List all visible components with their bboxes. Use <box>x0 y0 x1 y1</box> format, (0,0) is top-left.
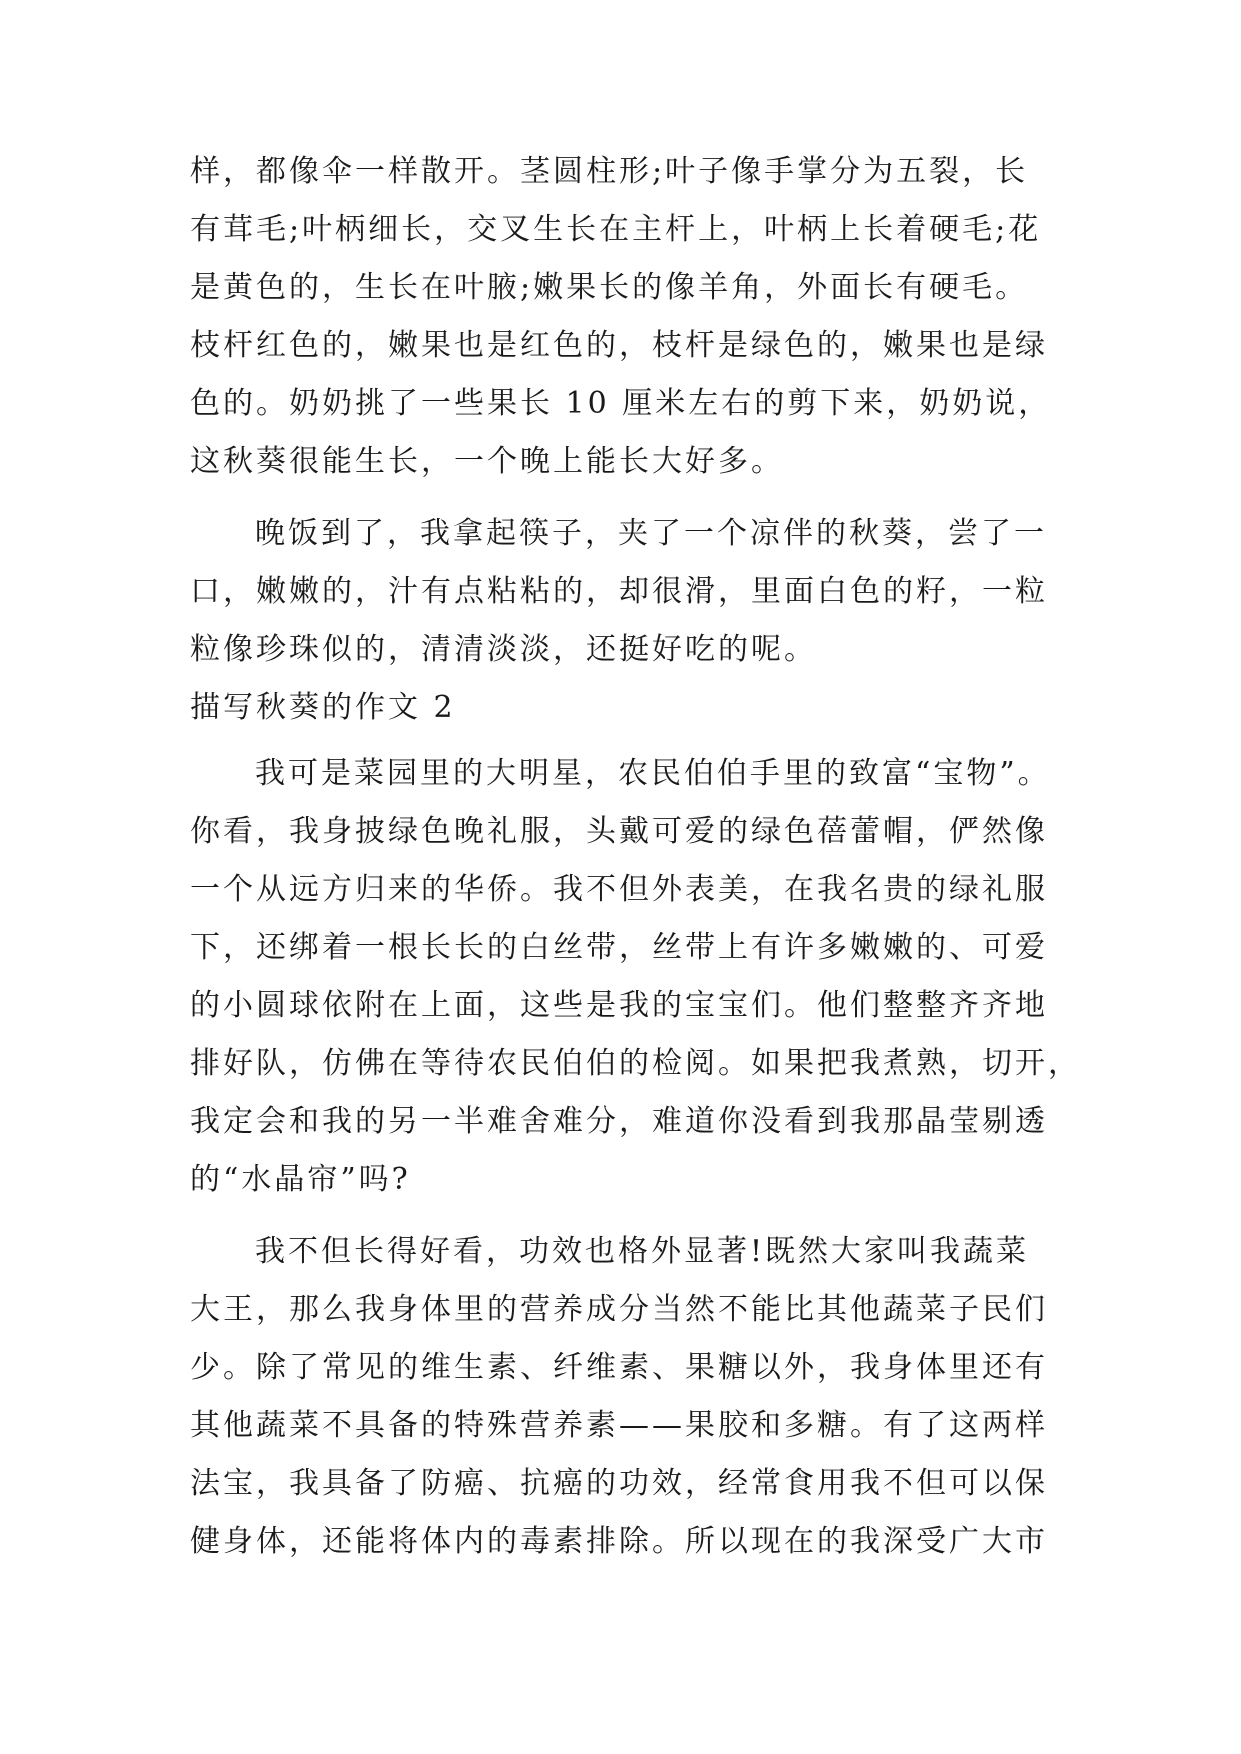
paragraph-line: 健身体，还能将体内的毒素排除。所以现在的我深受广大市 <box>190 1524 1048 1559</box>
paragraph-line: 其他蔬菜不具备的特殊营养素——果胶和多糖。有了这两样 <box>190 1408 1048 1443</box>
paragraph-line: 我可是菜园里的大明星，农民伯伯手里的致富“宝物”。 <box>255 756 1051 791</box>
paragraph-line: 我定会和我的另一半难舍难分，难道你没看到我那晶莹剔透 <box>190 1104 1048 1139</box>
paragraph-line: 排好队，仿佛在等待农民伯伯的检阅。如果把我煮熟，切开， <box>190 1046 1081 1081</box>
paragraph-line: 是黄色的，生长在叶腋;嫩果长的像羊角，外面长有硬毛。 <box>190 270 1029 305</box>
paragraph-line: 你看，我身披绿色晚礼服，头戴可爱的绿色蓓蕾帽，俨然像 <box>190 814 1048 849</box>
paragraph-line: 的“水晶帘”吗? <box>190 1162 411 1197</box>
paragraph-line: 下，还绑着一根长长的白丝带，丝带上有许多嫩嫩的、可爱 <box>190 930 1048 965</box>
paragraph-line: 这秋葵很能生长，一个晚上能长大好多。 <box>190 444 784 479</box>
paragraph-line: 口，嫩嫩的，汁有点粘粘的，却很滑，里面白色的籽，一粒 <box>190 574 1048 609</box>
paragraph-line: 粒像珍珠似的，清清淡淡，还挺好吃的呢。 <box>190 632 817 667</box>
paragraph-line: 一个从远方归来的华侨。我不但外表美，在我名贵的绿礼服 <box>190 872 1048 907</box>
paragraph-line: 枝杆红色的，嫩果也是红色的，枝杆是绿色的，嫩果也是绿 <box>190 328 1048 363</box>
paragraph-line: 色的。奶奶挑了一些果长 10 厘米左右的剪下来，奶奶说， <box>190 386 1052 421</box>
paragraph-line: 有茸毛;叶柄细长，交叉生长在主杆上，叶柄上长着硬毛;花 <box>190 212 1042 247</box>
paragraph-line: 少。除了常见的维生素、纤维素、果糖以外，我身体里还有 <box>190 1350 1048 1385</box>
paragraph-line: 大王，那么我身体里的营养成分当然不能比其他蔬菜子民们 <box>190 1292 1048 1327</box>
paragraph-line: 我不但长得好看，功效也格外显著!既然大家叫我蔬菜 <box>255 1234 1030 1269</box>
paragraph-line: 样，都像伞一样散开。茎圆柱形;叶子像手掌分为五裂，长 <box>190 154 1029 189</box>
paragraph-line: 晚饭到了，我拿起筷子，夹了一个凉伴的秋葵，尝了一 <box>255 516 1047 551</box>
paragraph-line: 法宝，我具备了防癌、抗癌的功效，经常食用我不但可以保 <box>190 1466 1048 1501</box>
section-heading: 描写秋葵的作文 2 <box>190 690 456 725</box>
paragraph-line: 的小圆球依附在上面，这些是我的宝宝们。他们整整齐齐地 <box>190 988 1048 1023</box>
